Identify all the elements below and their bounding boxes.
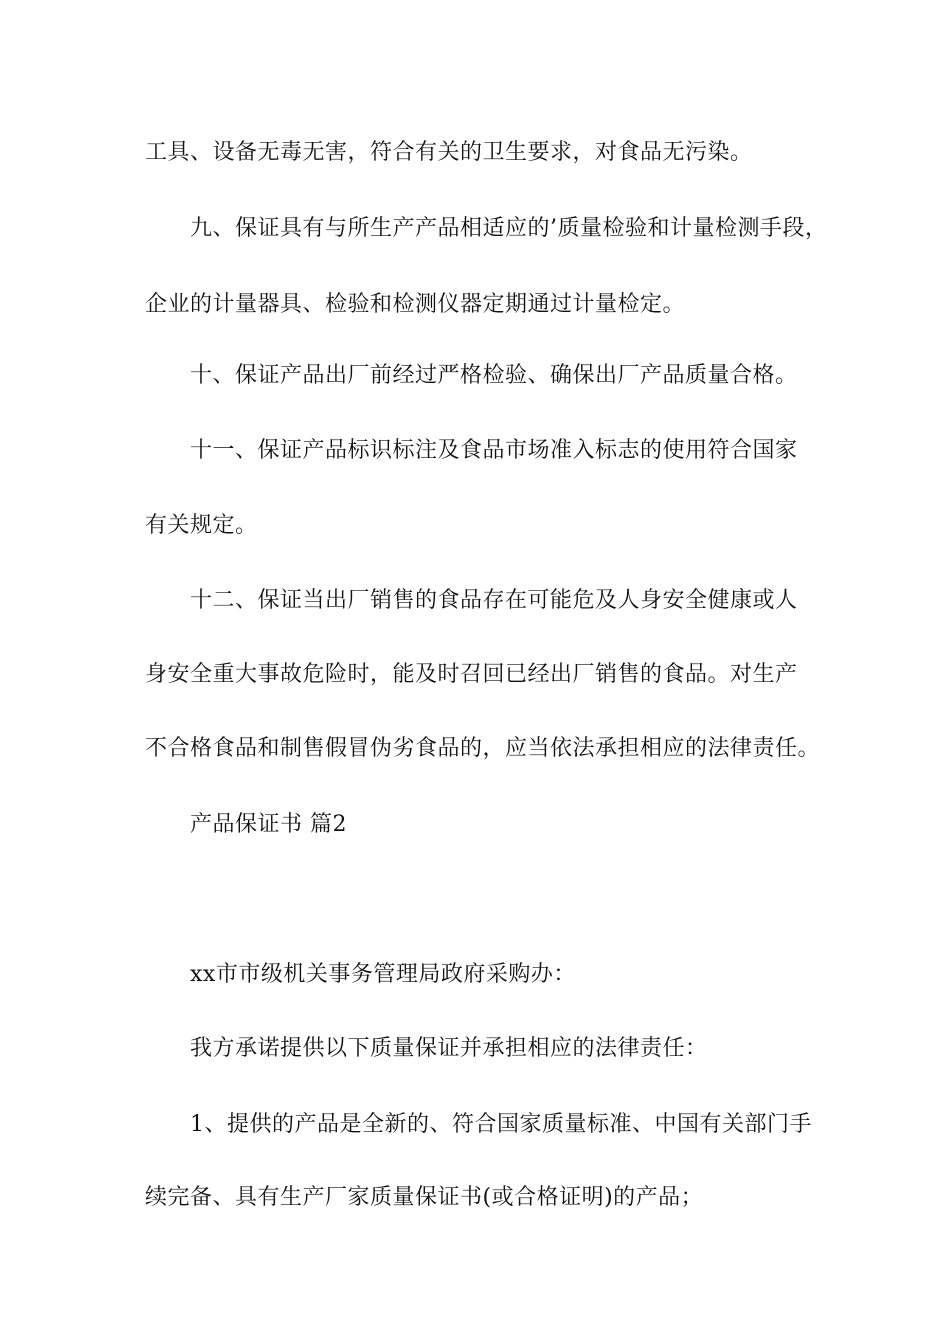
- paragraph-line: 有关规定。: [145, 513, 258, 538]
- paragraph-line: 身安全重大事故危险时，能及时召回已经出厂销售的食品。对生产: [145, 662, 798, 687]
- section-heading: 产品保证书 篇2: [190, 812, 347, 837]
- paragraph-line: 九、保证具有与所生产产品相适应的’质量检验和计量检测手段，: [190, 216, 828, 241]
- paragraph-line: xx市市级机关事务管理局政府采购办：: [190, 962, 576, 987]
- paragraph-line: 我方承诺提供以下质量保证并承担相应的法律责任：: [190, 1036, 708, 1061]
- paragraph-line: 续完备、具有生产厂家质量保证书(或合格证明)的产品；: [145, 1185, 704, 1210]
- paragraph-line: 不合格食品和制售假冒伪劣食品的，应当依法承担相应的法律责任。: [145, 736, 821, 761]
- paragraph-line: 十、保证产品出厂前经过严格检验、确保出厂产品质量合格。: [190, 363, 798, 388]
- paragraph-line: 十二、保证当出厂销售的食品存在可能危及人身安全健康或人: [190, 588, 798, 613]
- paragraph-line: 工具、设备无毒无害，符合有关的卫生要求，对食品无污染。: [145, 140, 753, 165]
- paragraph-line: 企业的计量器具、检验和检测仪器定期通过计量检定。: [145, 292, 686, 317]
- paragraph-line: 十一、保证产品标识标注及食品市场准入标志的使用符合国家: [190, 438, 798, 463]
- paragraph-line: 1、提供的产品是全新的、符合国家质量标准、中国有关部门手: [190, 1112, 812, 1137]
